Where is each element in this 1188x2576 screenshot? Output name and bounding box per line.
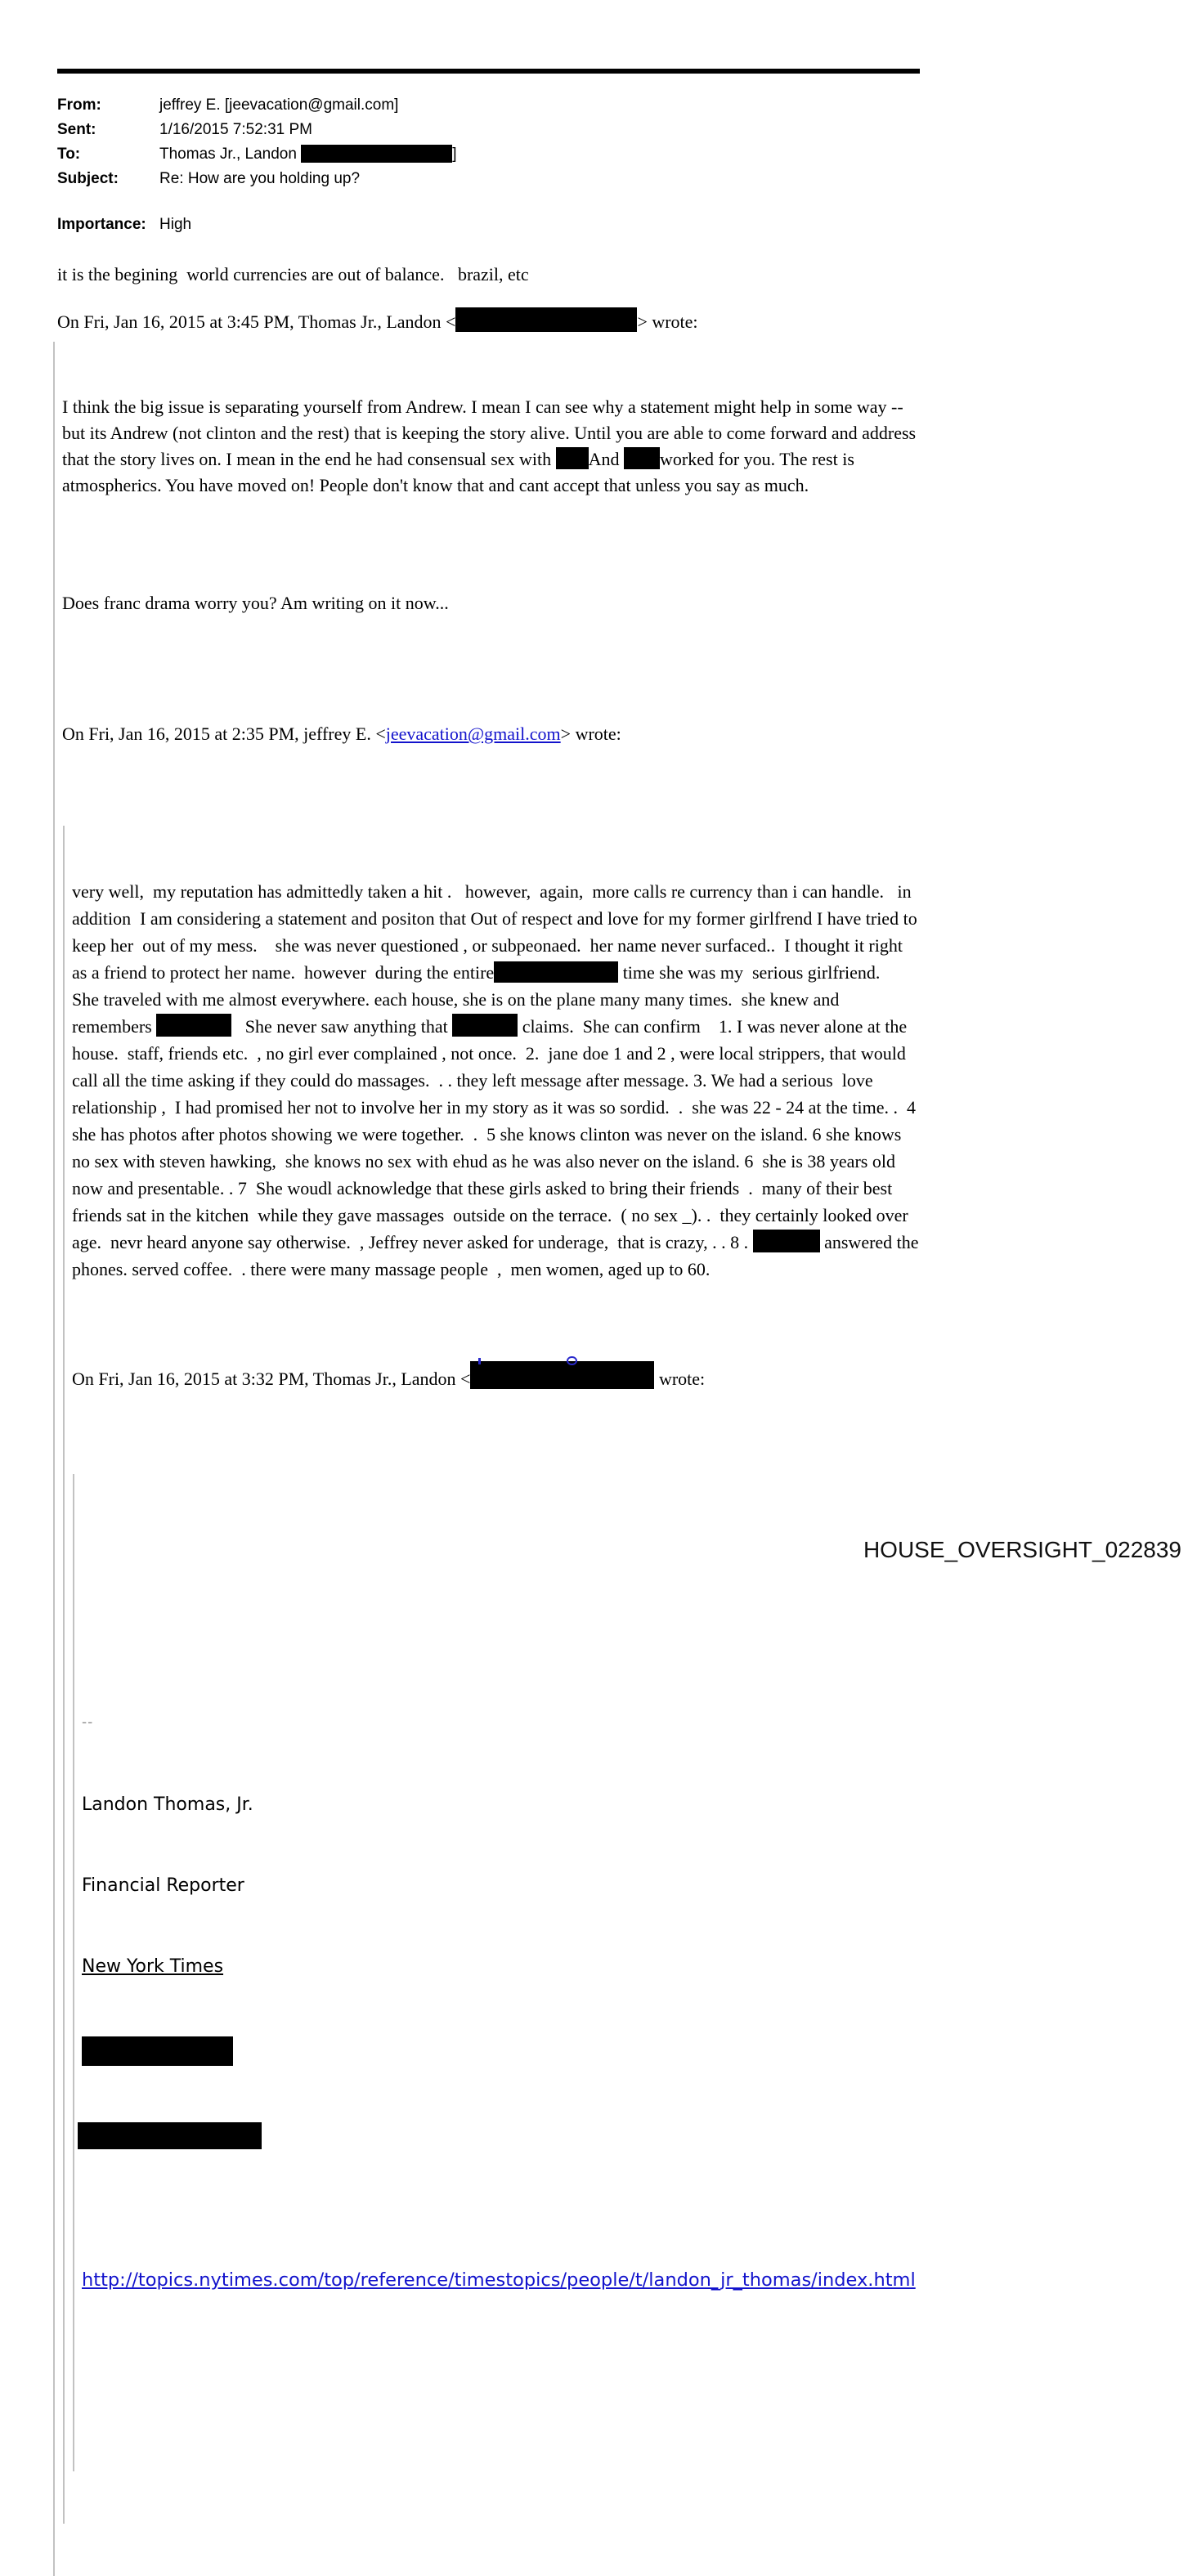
header-row-sent [57, 118, 920, 142]
quoted-paragraph-345pm [62, 394, 920, 499]
signature-title: Financial Reporter [82, 1875, 244, 1896]
text-segment: I think the big issue is separating yourself from Andrew. I mean I can see why a statement might help in some way -- but its Andrew (not clinton and the rest) that is keeping the story alive. Until you are able to come forward and address that the story lives on. I mean in the end he had consensual sex with [62, 396, 921, 469]
text-segment: > wrote: [637, 311, 698, 332]
text-segment: On Fri, Jan 16, 2015 at 3:45 PM, Thomas Jr., Landon < [57, 311, 456, 332]
to-label: To: [57, 146, 81, 163]
text-segment: On Fri, Jan 16, 2015 at 2:35 PM, jeffrey E. < [62, 724, 386, 744]
redaction-bar [556, 447, 589, 469]
email-header [57, 93, 920, 237]
signature-separator-dashes: -- [82, 1714, 94, 1731]
nytimes-topics-link[interactable]: http://topics.nytimes.com/top/reference/timestopics/people/t/landon_jr_thomas/index.html [82, 2269, 916, 2291]
subject-value [159, 167, 360, 191]
header-row-importance [57, 213, 920, 237]
redaction-bar [494, 961, 618, 983]
text-segment: jeffrey E. [jeevacation@gmail.com] [159, 96, 399, 114]
quote-level-3 [73, 1474, 920, 2471]
redaction-bar [624, 447, 660, 469]
attribution-line-345pm [57, 307, 920, 335]
redaction-bar [452, 1014, 518, 1037]
text-segment: time she was my serious girlfriend. She traveled with me almost everywhere. each house, she is on the plane many many times. she knew and remembers [72, 962, 894, 1037]
sent-value [159, 118, 312, 142]
redaction-bar [470, 1361, 654, 1389]
header-row-to [57, 142, 920, 167]
redaction-bar [301, 145, 452, 163]
attribution-line-235pm [62, 721, 920, 747]
text-segment: > wrote: [560, 724, 621, 744]
signature-organization: New York Times [82, 1956, 224, 1977]
text-segment: answered the phones. served coffee. . there were many massage people , men women, aged up to 60. [72, 1232, 924, 1279]
to-value [159, 142, 457, 167]
quoted-paragraph-235pm [72, 878, 924, 1283]
text-segment: ] [452, 146, 457, 163]
importance-label: Importance: [57, 216, 146, 233]
header-row-from [57, 93, 920, 118]
header-row-subject [57, 167, 920, 191]
text-segment: Re: How are you holding up? [159, 170, 361, 187]
top-message-body: it is the begining world currencies are out of balance. brazil, etc [57, 264, 529, 284]
attribution-line-332pm [72, 1361, 920, 1392]
email-address-link[interactable]: jeevacation@gmail.com [385, 724, 561, 744]
importance-value [159, 213, 191, 237]
redaction-bar [78, 2122, 262, 2149]
from-value [159, 93, 398, 118]
text-segment: wrote: [654, 1369, 706, 1389]
text-segment: She never saw anything that [231, 1016, 453, 1037]
text-segment: High [159, 216, 192, 233]
text-segment: On Fri, Jan 16, 2015 at 3:32 PM, Thomas Jr., Landon < [72, 1369, 471, 1389]
text-segment: Thomas Jr., Landon [159, 146, 302, 163]
quoted-blank-space [82, 1526, 920, 1608]
text-segment: worked for you. The rest is atmospherics. You have moved on! People don't know that and cant accept that unless you say as much. [62, 449, 859, 495]
quote-level-1 [53, 342, 924, 2576]
from-label: From: [57, 96, 101, 114]
redaction-bar [82, 2036, 233, 2066]
subject-label: Subject: [57, 170, 119, 187]
redaction-bar [753, 1230, 820, 1252]
redaction-bar [455, 307, 637, 332]
signature-block [82, 1660, 920, 2401]
quote-level-2 [63, 826, 924, 2524]
text-segment: claims. She can confirm 1. I was never alone at the house. staff, friends etc. , no girl ever complained , not once. 2. jane doe 1 and 2 , were local strippers, that would call all the time asking if they could do massages. . . they left message after message. 3. We had a serious love relationship , I had promised her not to involve her in my story as it was so sordid. . she was 22 - 24 at the time. . 4 she has photos after photos showing we were together. . 5 she knows clinton was never on the island. 6 she knows no sex with steven hawking, she knows no sex with ehud as he was also never on the island. 6 she is 38 years old now and presentable. . 7 She woudl acknowledge that these girls asked to bring their friends . many of their best friends sat in the kitchen while they gave massages outside on the terrace. ( no sex _). . they certainly looked over age. nevr heard anyone say otherwise. , Jeffrey never asked for underage, that is crazy, . . 8 . [72, 1016, 921, 1252]
redaction-bar [156, 1014, 231, 1037]
text-segment: And [588, 449, 625, 469]
header-divider-rule [57, 69, 920, 74]
text-segment: 1/16/2015 7:52:31 PM [159, 121, 312, 138]
signature-link-wrap [82, 2214, 916, 2347]
quoted-paragraph-franc: Does franc drama worry you? Am writing on it now... [62, 593, 449, 613]
signature-name: Landon Thomas, Jr. [82, 1794, 253, 1815]
text-segment: very well, my reputation has admittedly taken a hit . however, again, more calls re currency than i can handle. in addition I am considering a statement and positon that Out of respect and love for my former girlfrend I have tried to keep her out of my mess. she was never questioned , or subpeonaed. her name never surfaced.. I thought it right as a friend to protect her name. however during the entire [72, 881, 922, 983]
sent-label: Sent: [57, 121, 96, 138]
bates-number: HOUSE_OVERSIGHT_022839 [863, 1537, 1181, 1562]
